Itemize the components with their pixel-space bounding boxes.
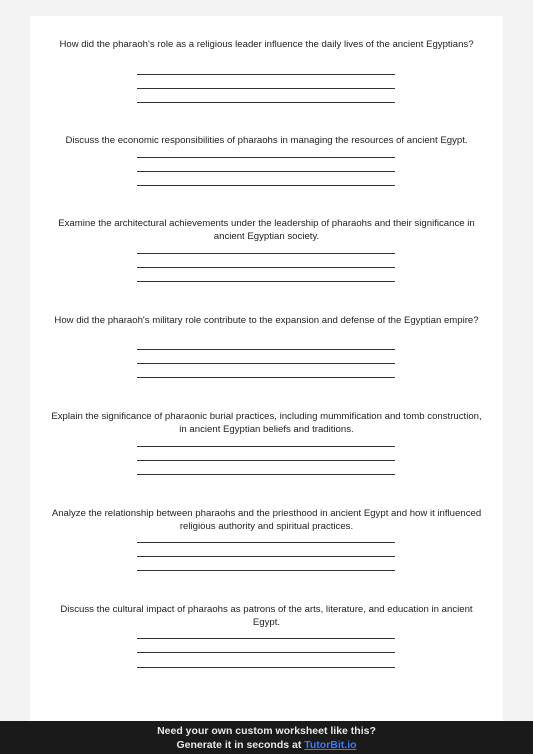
question-3: Examine the architectural achievements under the leadership of pharaohs and their significance in ancient Egyptian society.	[58, 218, 475, 242]
answer-line	[137, 542, 395, 543]
answer-line	[137, 460, 395, 461]
answer-line	[137, 652, 395, 653]
answer-line	[137, 74, 395, 75]
question-5: Explain the significance of pharaonic burial practices, including mummification and tomb construction, in ancient Egyptian beliefs and traditions.	[51, 411, 482, 435]
answer-line	[137, 157, 395, 158]
answer-line	[137, 638, 395, 639]
answer-line	[137, 88, 395, 89]
answer-line	[137, 102, 395, 103]
tutorbit-link[interactable]: TutorBit.io	[304, 739, 357, 751]
question-4: How did the pharaoh's military role contribute to the expansion and defense of the Egyptian empire?	[54, 315, 479, 326]
answer-line	[137, 363, 395, 364]
answer-line	[137, 556, 395, 557]
answer-line	[137, 349, 395, 350]
promo-text: Need your own custom worksheet like this?	[157, 725, 376, 737]
promo-cta	[0, 738, 533, 752]
answer-line	[137, 570, 395, 571]
answer-line	[137, 667, 395, 668]
answer-line	[137, 446, 395, 447]
answer-line	[137, 281, 395, 282]
question-1: How did the pharaoh's role as a religious leader influence the daily lives of the ancient Egyptians?	[59, 39, 474, 50]
answer-line	[137, 185, 395, 186]
answer-line	[137, 253, 395, 254]
answer-line	[137, 267, 395, 268]
question-6: Analyze the relationship between pharaohs and the priesthood in ancient Egypt and how it influenced religious authority and spiritual practices.	[51, 508, 482, 532]
promo-footer-banner	[0, 721, 533, 754]
answer-line	[137, 377, 395, 378]
promo-cta-prefix: Generate it in seconds at	[176, 739, 305, 751]
question-2: Discuss the economic responsibilities of pharaohs in managing the resources of ancient Egypt.	[65, 135, 468, 146]
question-7: Discuss the cultural impact of pharaohs as patrons of the arts, literature, and education in ancient Egypt.	[60, 604, 473, 628]
answer-line	[137, 171, 395, 172]
answer-line	[137, 474, 395, 475]
worksheet-page	[30, 16, 503, 754]
